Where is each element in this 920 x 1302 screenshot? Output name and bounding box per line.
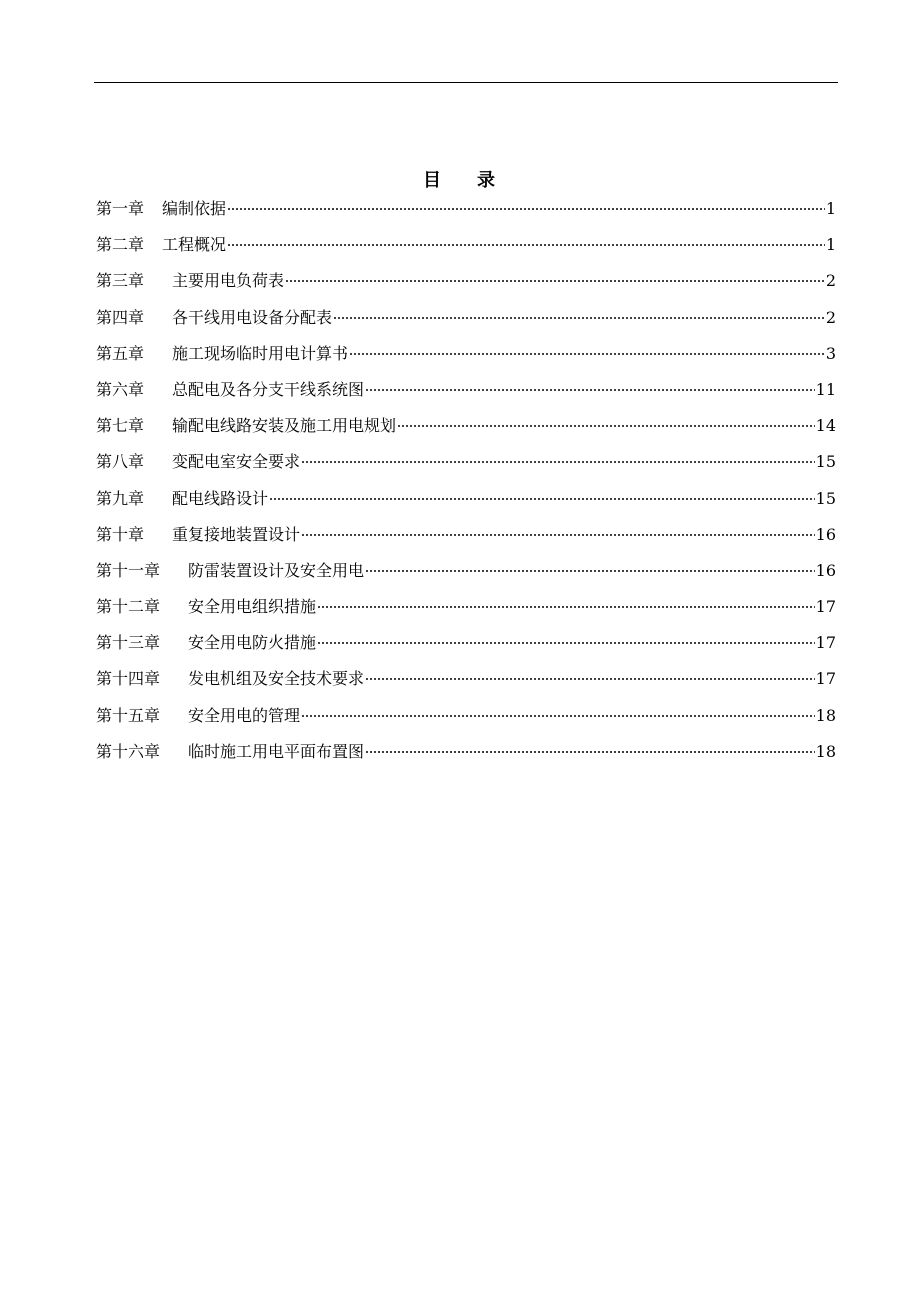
- toc-entry[interactable]: [96, 263, 836, 299]
- toc-entry-leader: [301, 715, 815, 717]
- toc-entry-leader: [227, 208, 825, 210]
- toc-entry-leader: [317, 642, 815, 644]
- toc-entry-chapter: 第一章: [96, 199, 145, 218]
- toc-entry-heading: 安全用电的管理: [188, 705, 301, 725]
- toc-entry[interactable]: [96, 408, 836, 444]
- toc-entry-page: 18: [815, 741, 836, 761]
- toc-entry-chapter: 第五章: [96, 343, 145, 363]
- toc-entry-page: 1: [825, 235, 836, 255]
- toc-title-first: 目: [423, 170, 443, 191]
- toc-entry-heading: 总配电及各分支干线系统图: [172, 379, 365, 399]
- toc-entry-page: 2: [825, 307, 836, 327]
- toc-entry-heading: 变配电室安全要求: [172, 452, 301, 472]
- toc-entry[interactable]: [96, 336, 836, 372]
- toc-entry-chapter: 第六章: [96, 379, 145, 399]
- toc-entry-leader: [269, 498, 815, 500]
- toc-entry[interactable]: [96, 734, 836, 770]
- toc-entry[interactable]: [96, 625, 836, 661]
- toc-entry-page: 16: [815, 524, 836, 544]
- toc-entry[interactable]: [96, 661, 836, 697]
- toc-entry-chapter: 第十三章: [96, 633, 161, 653]
- toc-entry-leader: [333, 317, 825, 319]
- toc-entry-page: 15: [815, 452, 836, 472]
- toc-entry[interactable]: [96, 227, 836, 263]
- toc-entry-chapter: 第四章: [96, 307, 145, 327]
- toc-entry-page: 14: [815, 416, 836, 436]
- toc-entry-page: 18: [815, 705, 836, 725]
- toc-list: [96, 191, 836, 770]
- toc-entry-chapter: 第八章: [96, 452, 145, 472]
- toc-entry-page: 17: [815, 597, 836, 617]
- toc-entry-page: 15: [815, 488, 836, 508]
- toc-entry[interactable]: [96, 481, 836, 517]
- toc-entry-heading: 工程概况: [162, 235, 227, 255]
- toc-entry-leader: [365, 389, 815, 391]
- toc-entry-leader: [349, 353, 825, 355]
- toc-entry-heading: 安全用电组织措施: [188, 597, 317, 617]
- toc-entry-heading: 编制依据: [162, 199, 227, 218]
- toc-entry-chapter: 第十五章: [96, 705, 161, 725]
- toc-entry-heading: 配电线路设计: [172, 488, 269, 508]
- toc-title: [0, 166, 920, 192]
- toc-entry-leader: [365, 570, 815, 572]
- toc-entry-page: 2: [825, 271, 836, 291]
- toc-entry-heading: 施工现场临时用电计算书: [172, 343, 349, 363]
- toc-entry-page: 17: [815, 633, 836, 653]
- toc-entry-heading: 防雷装置设计及安全用电: [188, 560, 365, 580]
- toc-entry-page: 11: [815, 379, 836, 399]
- toc-entry-chapter: 第二章: [96, 235, 145, 255]
- toc-entry-leader: [301, 461, 815, 463]
- toc-entry[interactable]: [96, 300, 836, 336]
- toc-entry-leader: [365, 678, 815, 680]
- toc-entry-heading: 重复接地装置设计: [172, 524, 301, 544]
- toc-title-second: 录: [477, 170, 497, 191]
- toc-entry-heading: 输配电线路安装及施工用电规划: [172, 416, 397, 436]
- toc-entry-leader: [365, 751, 815, 753]
- toc-entry[interactable]: [96, 517, 836, 553]
- toc-entry-leader: [285, 280, 825, 282]
- toc-entry-heading: 安全用电防火措施: [188, 633, 317, 653]
- toc-entry-chapter: 第九章: [96, 488, 145, 508]
- toc-entry-chapter: 第十章: [96, 524, 145, 544]
- toc-entry-page: 1: [825, 199, 836, 218]
- toc-entry[interactable]: [96, 191, 836, 227]
- toc-entry-leader: [301, 534, 815, 536]
- toc-entry-page: 3: [825, 343, 836, 363]
- header-rule: [94, 82, 838, 83]
- toc-entry[interactable]: [96, 589, 836, 625]
- toc-entry[interactable]: [96, 553, 836, 589]
- toc-entry-chapter: 第十四章: [96, 669, 161, 689]
- toc-entry-chapter: 第七章: [96, 416, 145, 436]
- toc-entry-chapter: 第十一章: [96, 560, 161, 580]
- toc-entry-leader: [397, 425, 815, 427]
- toc-entry-heading: 各干线用电设备分配表: [172, 307, 333, 327]
- toc-entry-page: 17: [815, 669, 836, 689]
- toc-entry-chapter: 第三章: [96, 271, 145, 291]
- toc-entry-chapter: 第十二章: [96, 597, 161, 617]
- toc-entry[interactable]: [96, 698, 836, 734]
- toc-entry-chapter: 第十六章: [96, 741, 161, 761]
- toc-entry[interactable]: [96, 372, 836, 408]
- toc-entry-page: 16: [815, 560, 836, 580]
- toc-entry-heading: 主要用电负荷表: [172, 271, 285, 291]
- toc-entry[interactable]: [96, 444, 836, 480]
- toc-entry-heading: 发电机组及安全技术要求: [188, 669, 365, 689]
- toc-entry-leader: [227, 244, 825, 246]
- toc-entry-heading: 临时施工用电平面布置图: [188, 741, 365, 761]
- toc-entry-leader: [317, 606, 815, 608]
